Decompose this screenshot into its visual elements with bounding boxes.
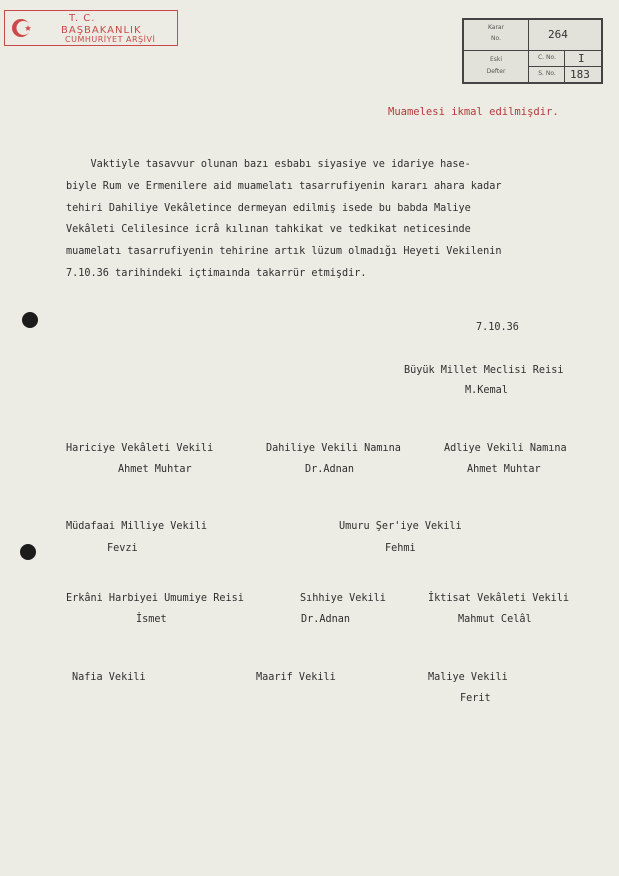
signatory-title: Erkâni Harbiyei Umumiye Reisi xyxy=(66,593,244,604)
karar-label: Karar xyxy=(487,24,505,31)
c-no-value: I xyxy=(578,52,585,65)
archive-stamp xyxy=(4,10,178,46)
signatory-name: İsmet xyxy=(136,614,167,625)
body-line: Vaktiyle tasavvur olunan bazı esbabı siyasiye ve idariye hase- xyxy=(66,159,471,170)
signatory-title: Maarif Vekili xyxy=(256,672,336,683)
signatory-name: Mahmut Celâl xyxy=(458,614,532,625)
stamp-line-2: BAŞBAKANLIK xyxy=(61,25,142,36)
crescent-star-icon xyxy=(11,17,33,39)
stamp-line-3: CUMHURİYET ARŞİVİ xyxy=(65,35,156,44)
eski-label: Eski xyxy=(489,56,503,63)
stamp-line-1: T. C. xyxy=(69,13,96,24)
president-name: M.Kemal xyxy=(465,385,508,396)
body-line: tehiri Dahiliye Vekâletince dermeyan edilmiş isede bu babda Maliye xyxy=(66,202,471,214)
decree-date: 7.10.36 xyxy=(476,322,519,333)
signatory-title: Sıhhiye Vekili xyxy=(300,593,386,604)
defter-label: Defter xyxy=(486,68,506,75)
signatory-name: Fevzi xyxy=(107,543,138,554)
signatory-title: Umuru Şer'iye Vekili xyxy=(339,521,462,532)
signatory-title: Maliye Vekili xyxy=(428,672,508,683)
signatory-title: Nafia Vekili xyxy=(72,672,146,683)
punch-hole xyxy=(20,544,36,560)
signatory-name: Ahmet Muhtar xyxy=(467,464,541,475)
body-line: muamelatı tasarrufiyenin tehirine artık lüzum olmadığı Heyeti Vekilenin xyxy=(66,246,502,258)
registry-box xyxy=(462,18,603,84)
s-no-label: S. No. xyxy=(538,70,556,77)
body-line: 7.10.36 tarihindeki içtimaında takarrür etmişdir. xyxy=(66,267,367,279)
no-label: No. xyxy=(491,35,501,42)
completion-note: Muamelesi ikmal edilmişdir. xyxy=(388,106,559,118)
signatory-name: Dr.Adnan xyxy=(305,464,355,475)
karar-number: 264 xyxy=(548,28,568,41)
signatory-name: Ferit xyxy=(460,693,491,704)
punch-hole xyxy=(22,312,38,328)
signatory-title: Müdafaai Milliye Vekili xyxy=(66,521,208,532)
signatory-title: İktisat Vekâleti Vekili xyxy=(428,593,570,604)
body-line: Vekâleti Celilesince icrâ kılınan tahkikat ve tedkikat neticesinde xyxy=(66,224,471,236)
signatory-title: Dahiliye Vekili Namına xyxy=(266,443,401,454)
decree-body xyxy=(66,154,606,285)
signatory-name: Dr.Adnan xyxy=(301,614,351,625)
signatory-name: Ahmet Muhtar xyxy=(118,464,192,475)
s-no-value: 183 xyxy=(570,68,590,81)
signatory-title: Adliye Vekili Namına xyxy=(444,443,567,454)
c-no-label: C. No. xyxy=(538,54,556,61)
president-title: Büyük Millet Meclisi Reisi xyxy=(404,365,564,376)
signatory-title: Hariciye Vekâleti Vekili xyxy=(66,443,214,454)
body-line: biyle Rum ve Ermenilere aid muamelatı tasarrufiyenin kararı ahara kadar xyxy=(66,180,502,192)
signatory-name: Fehmi xyxy=(385,543,416,554)
